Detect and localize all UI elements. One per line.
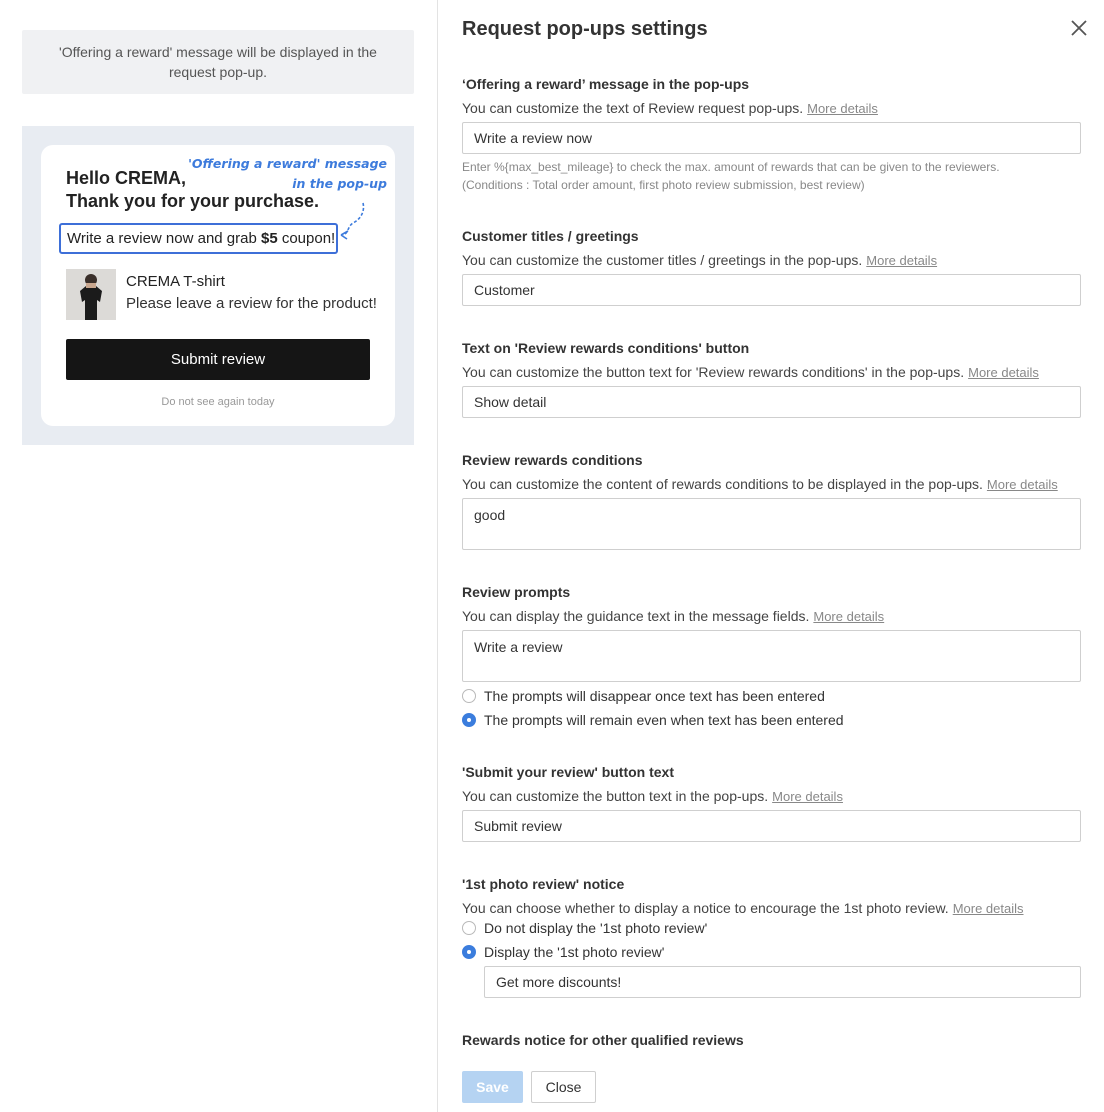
hint-line2: (Conditions : Total order amount, first photo review submission, best review) — [462, 178, 865, 192]
desc-text: You can customize the button text for 'Review rewards conditions' in the pop-ups. — [462, 364, 965, 380]
desc-text: You can display the guidance text in the message fields. — [462, 608, 810, 624]
reward-message-hint — [462, 158, 1000, 194]
rewards-conditions-textarea[interactable]: good — [462, 498, 1081, 550]
radio-button[interactable] — [462, 689, 476, 703]
product-image — [66, 269, 116, 320]
more-details-link[interactable]: More details — [952, 901, 1024, 916]
popup-preview — [41, 145, 395, 426]
section-desc-customer-titles — [462, 252, 937, 268]
section-title-review-prompts: Review prompts — [462, 584, 571, 600]
radio-label: The prompts will disappear once text has been entered — [484, 688, 825, 704]
preview-submit-button: Submit review — [66, 339, 370, 380]
section-desc-rewards-button — [462, 364, 1039, 380]
more-details-link[interactable]: More details — [986, 477, 1058, 492]
hint-line1: Enter %{max_best_mileage} to check the max. amount of rewards that can be given to the reviewers. — [462, 160, 1000, 174]
tshirt-photo-icon — [66, 269, 116, 320]
radio-button-selected[interactable] — [462, 713, 476, 727]
more-details-link[interactable]: More details — [772, 789, 843, 804]
annotation-line2: in the pop-up — [292, 176, 387, 191]
preview-panel — [0, 0, 438, 1112]
radio-button[interactable] — [462, 921, 476, 935]
radio-label: Do not display the '1st photo review' — [484, 920, 708, 936]
annotation-arrow-icon — [339, 201, 369, 241]
close-button[interactable]: Close — [531, 1071, 596, 1103]
section-title-submit-text: 'Submit your review' button text — [462, 764, 675, 780]
prompts-option-remain[interactable] — [462, 712, 844, 728]
greeting-line2: Thank you for your purchase. — [66, 191, 320, 211]
desc-text: You can customize the content of rewards conditions to be displayed in the pop-ups. — [462, 476, 983, 492]
submit-text-input[interactable]: Submit review — [462, 810, 1081, 842]
first-photo-option-display[interactable] — [462, 944, 664, 960]
desc-text: You can customize the customer titles / greetings in the pop-ups. — [462, 252, 863, 268]
rewards-button-input[interactable]: Show detail — [462, 386, 1081, 418]
reward-amount: $5 — [260, 230, 278, 247]
section-desc-submit-text — [462, 788, 843, 804]
desc-text: You can customize the text of Review request pop-ups. — [462, 100, 804, 116]
product-name: CREMA T-shirt — [126, 273, 225, 290]
customer-titles-input[interactable]: Customer — [462, 274, 1081, 306]
greeting-line1: Hello CREMA, — [66, 168, 187, 188]
preview-notice: 'Offering a reward' message will be displayed in the request pop-up. — [22, 30, 414, 94]
radio-label: The prompts will remain even when text has been entered — [484, 712, 844, 728]
desc-text: You can choose whether to display a notice to encourage the 1st photo review. — [462, 900, 949, 916]
section-desc-rewards-conditions — [462, 476, 1058, 492]
section-title-first-photo: '1st photo review' notice — [462, 876, 625, 892]
section-title-reward-message: ‘Offering a reward’ message in the pop-ups — [462, 76, 750, 92]
first-photo-option-hide[interactable] — [462, 920, 707, 936]
desc-text: You can customize the button text in the pop-ups. — [462, 788, 769, 804]
page-title: Request pop-ups settings — [462, 18, 708, 40]
review-prompts-textarea[interactable]: Write a review — [462, 630, 1081, 682]
radio-button-selected[interactable] — [462, 945, 476, 959]
section-title-other-rewards: Rewards notice for other qualified reviews — [462, 1032, 744, 1048]
save-button[interactable]: Save — [462, 1071, 523, 1103]
more-details-link[interactable]: More details — [807, 101, 878, 116]
section-desc-reward-message — [462, 100, 878, 116]
section-title-customer-titles: Customer titles / greetings — [462, 228, 639, 244]
settings-panel — [439, 0, 1104, 1112]
section-desc-review-prompts — [462, 608, 884, 624]
reward-message-input[interactable]: Write a review now — [462, 122, 1081, 154]
more-details-link[interactable]: More details — [813, 609, 885, 624]
more-details-link[interactable]: More details — [866, 253, 938, 268]
more-details-link[interactable]: More details — [968, 365, 1039, 380]
prompts-option-disappear[interactable] — [462, 688, 825, 704]
do-not-show-today: Do not see again today — [161, 396, 275, 408]
reward-suffix: coupon! — [277, 230, 336, 247]
section-desc-first-photo — [462, 900, 1024, 916]
reward-prefix: Write a review now and grab — [67, 230, 261, 247]
reward-message-box — [59, 223, 338, 254]
close-icon[interactable] — [1069, 18, 1089, 38]
first-photo-text-input[interactable]: Get more discounts! — [484, 966, 1081, 998]
annotation-label — [188, 154, 387, 194]
section-title-rewards-button: Text on 'Review rewards conditions' button — [462, 340, 750, 356]
popup-preview-area — [22, 126, 414, 445]
annotation-line1: 'Offering a reward' message — [188, 156, 387, 171]
section-title-rewards-conditions: Review rewards conditions — [462, 452, 643, 468]
product-description: Please leave a review for the product! — [126, 295, 377, 312]
radio-label: Display the '1st photo review' — [484, 944, 665, 960]
